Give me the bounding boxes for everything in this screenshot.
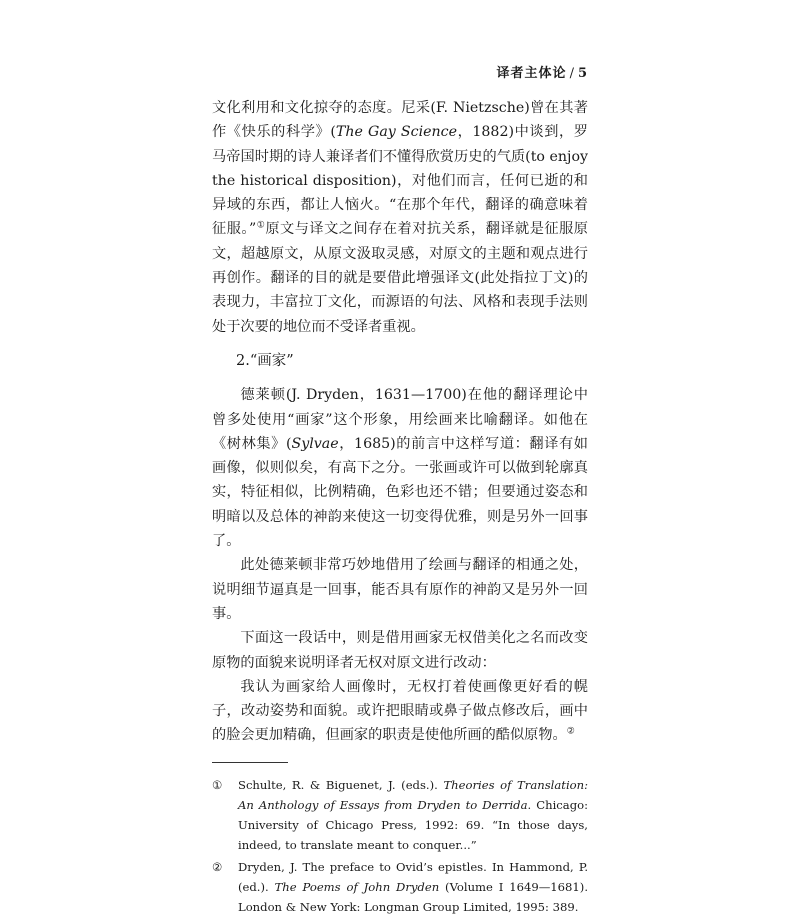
footnote-1	[212, 775, 588, 855]
book-title-sylvae: Sylvae	[291, 435, 339, 452]
footnote-number: ①	[212, 777, 223, 792]
footnote-text-b: (Volume I 1649—1681). London & New York: Longman Group Limited, 1995: 389.	[238, 879, 589, 914]
footnote-text-a: Dryden, J. The preface to Ovid’s epistles. In Hammond, P. (ed.).	[238, 859, 588, 894]
footnote-divider	[212, 762, 288, 763]
footnote-text-a: Schulte, R. & Biguenet, J. (eds.).	[238, 777, 444, 792]
para1-text-a: 文化利用和文化掠夺的态度。尼采(F. Nietzsche)曾在其著作《快乐的科学》(	[212, 100, 588, 141]
footnote-book-title: The Poems of John Dryden	[274, 879, 440, 894]
section-title: 译者主体论	[496, 66, 567, 81]
paragraph-3: 此处德莱顿非常巧妙地借用了绘画与翻译的相通之处，说明细节逼真是一回事，能否具有原作的神韵又是另外一回事。	[212, 557, 588, 622]
block-quote	[212, 675, 588, 748]
footnote-text-b: . Chicago: University of Chicago Press, 1992: 69. “In those days, indeed, to translate meant to conquer...”	[238, 797, 588, 852]
page-number: 5	[577, 66, 588, 81]
running-head	[497, 62, 588, 81]
para1-text-c: 原文与译文之间存在着对抗关系，翻译就是征服原文，超越原文，从原文汲取灵感，对原文的主题和观点进行再创作。翻译的目的就是要借此增强译文(此处指拉丁文)的表现力，丰富拉丁文化，而源语的句法、风格和表现手法则处于次要的地位而不受译者重视。	[212, 221, 588, 335]
para2-text-b: ，1685)的前言中这样写道：翻译有如画像，似则似矣，有高下之分。一张画或许可以做到轮廓真实，特征相似，比例精确，色彩也还不错；但要通过姿态和明暗以及总体的神韵来使这一切变得优雅，则是另外一回事了。	[212, 435, 588, 550]
footnote-ref-1[interactable]: ①	[256, 220, 266, 231]
paragraph-2	[212, 383, 588, 553]
quote-text: 我认为画家给人画像时，无权打着使画像更好看的幌子，改动姿势和面貌。或许把眼睛或鼻子做点修改后，画中的脸会更加精确，但画家的职责是使他所画的酷似原物。	[212, 678, 588, 744]
book-title-gay-science: The Gay Science	[335, 124, 457, 141]
header-separator: /	[569, 66, 575, 81]
body-text	[212, 96, 588, 919]
footnote-2	[212, 857, 588, 917]
paragraph-4: 下面这一段话中，则是借用画家无权借美化之名而改变原物的面貌来说明译者无权对原文进行改动：	[212, 630, 588, 671]
footnote-book-title: Theories of Translation: An Anthology of Essays from Dryden to Derrida	[238, 777, 588, 812]
footnotes	[212, 775, 588, 917]
paragraph-1	[212, 96, 588, 339]
para1-text-b: ，1882)中谈到，罗马帝国时期的诗人兼译者们不懂得欣赏历史的气质(to enjoy the historical disposition)，对他们而言，任何已逝的和异域的东西，都让人恼火。“在那个年代，翻译的确意味着征服。”	[212, 124, 588, 238]
footnote-number: ②	[212, 859, 223, 874]
section-heading: 2.“画家”	[236, 352, 294, 369]
para2-text-a: 德莱顿(J. Dryden，1631—1700)在他的翻译理论中曾多处使用“画家”这个形象，用绘画来比喻翻译。如他在《树林集》(	[212, 387, 588, 452]
footnote-ref-2[interactable]: ②	[566, 726, 575, 737]
